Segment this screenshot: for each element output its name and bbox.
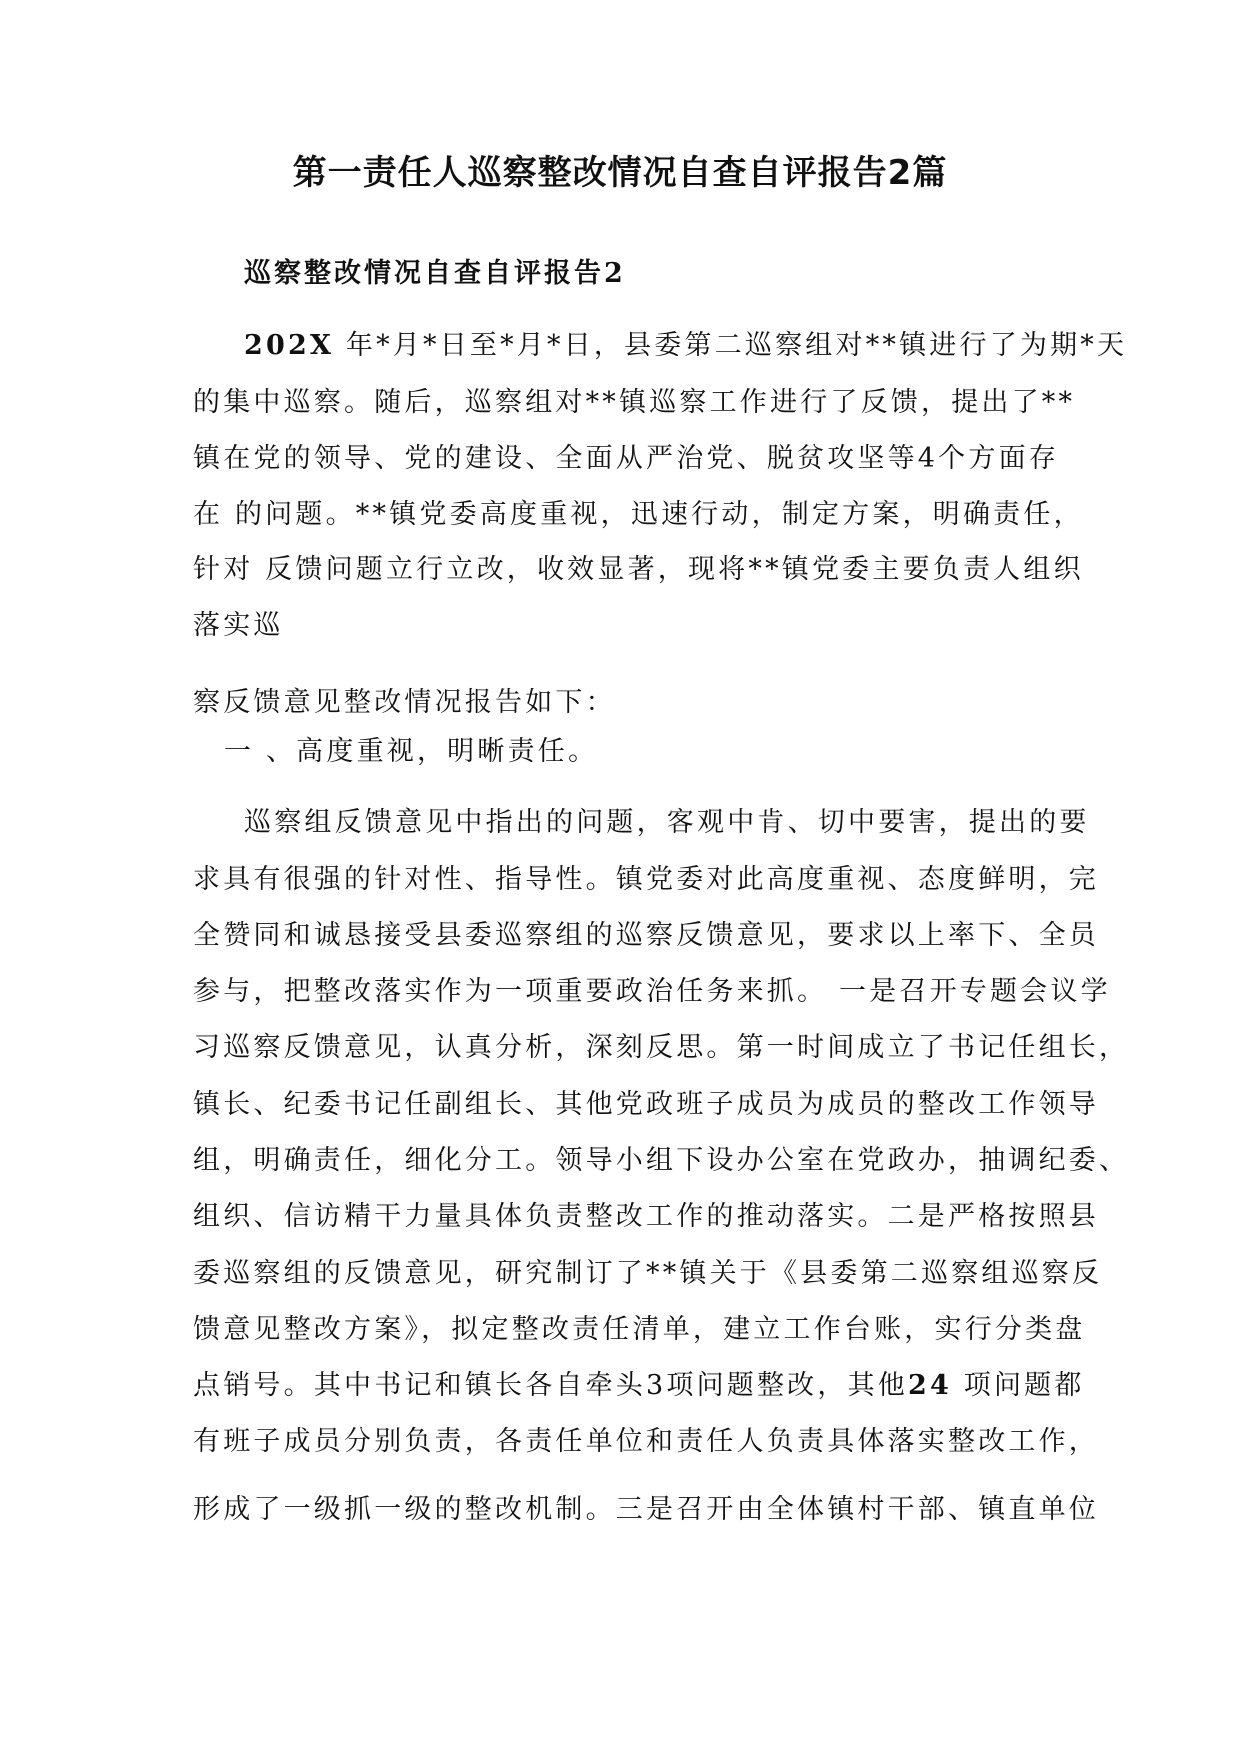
- paragraph-line: 馈意见整改方案》，拟定整改责任清单，建立工作台账，实行分类盘: [193, 1314, 1086, 1345]
- paragraph-line: 有班子成员分别负责，各责任单位和责任人负责具体落实整改工作，: [193, 1426, 1099, 1457]
- paragraph-line: 镇长、纪委书记任副组长、其他党政班子成员为成员的整改工作领导: [193, 1089, 1099, 1120]
- paragraph-line: 全赞同和诚恳接受县委巡察组的巡察反馈意见，要求以上率下、全员: [193, 920, 1099, 951]
- paragraph-line: 镇在党的领导、党的建设、全面从严治党、脱贫攻坚等4个方面存: [193, 443, 1059, 474]
- paragraph-line: 的集中巡察。随后，巡察组对**镇巡察工作进行了反馈，提出了**: [193, 387, 1076, 418]
- paragraph-line-text: 点销号。其中书记和镇长各自牵头3项问题整改，其他: [193, 1370, 908, 1401]
- paragraph-line: 形成了一级抓一级的整改机制。三是召开由全体镇村干部、镇直单位: [193, 1494, 1099, 1525]
- paragraph-line-text: 项问题都: [963, 1370, 1085, 1401]
- paragraph-line: 在 的问题。**镇党委高度重视，迅速行动，制定方案，明确责任，: [193, 499, 1084, 530]
- paragraph-line: 巡察组反馈意见中指出的问题，客观中肯、切中要害，提出的要: [244, 807, 1090, 838]
- paragraph-line: 参与，把整改落实作为一项重要政治任务来抓。 一是召开专题会议学: [193, 976, 1111, 1007]
- section-subtitle: 巡察整改情况自查自评报告2: [244, 258, 626, 289]
- paragraph-line: 委巡察组的反馈意见，研究制订了**镇关于《县委第二巡察组巡察反: [193, 1258, 1103, 1289]
- paragraph-line: [244, 328, 1127, 364]
- count-text: 24: [907, 1370, 952, 1401]
- paragraph-line: 求具有很强的针对性、指导性。镇党委对此高度重视、态度鲜明，完: [193, 864, 1099, 895]
- paragraph-line-text: 年*月*日至*月*日，县委第二巡察组对**镇进行了为期*天: [345, 330, 1128, 361]
- section-heading: 一 、高度重视，明晰责任。: [224, 736, 599, 767]
- paragraph-line: 落实巡: [193, 610, 284, 641]
- paragraph-line: 组，明确责任，细化分工。领导小组下设办公室在党政办，抽调纪委、: [193, 1145, 1130, 1176]
- paragraph-line: 习巡察反馈意见，认真分析，深刻反思。第一时间成立了书记任组长，: [193, 1032, 1130, 1063]
- paragraph-line: 组织、信访精干力量具体负责整改工作的推动落实。二是严格按照县: [193, 1201, 1099, 1232]
- paragraph-line: 针对 反馈问题立行立改，收效显著，现将**镇党委主要负责人组织: [193, 554, 1084, 585]
- paragraph-line: 察反馈意见整改情况报告如下：: [193, 687, 616, 718]
- document-title: 第一责任人巡察整改情况自查自评报告2篇: [292, 153, 948, 193]
- paragraph-line: [193, 1368, 1085, 1404]
- year-text: 202X: [244, 330, 335, 361]
